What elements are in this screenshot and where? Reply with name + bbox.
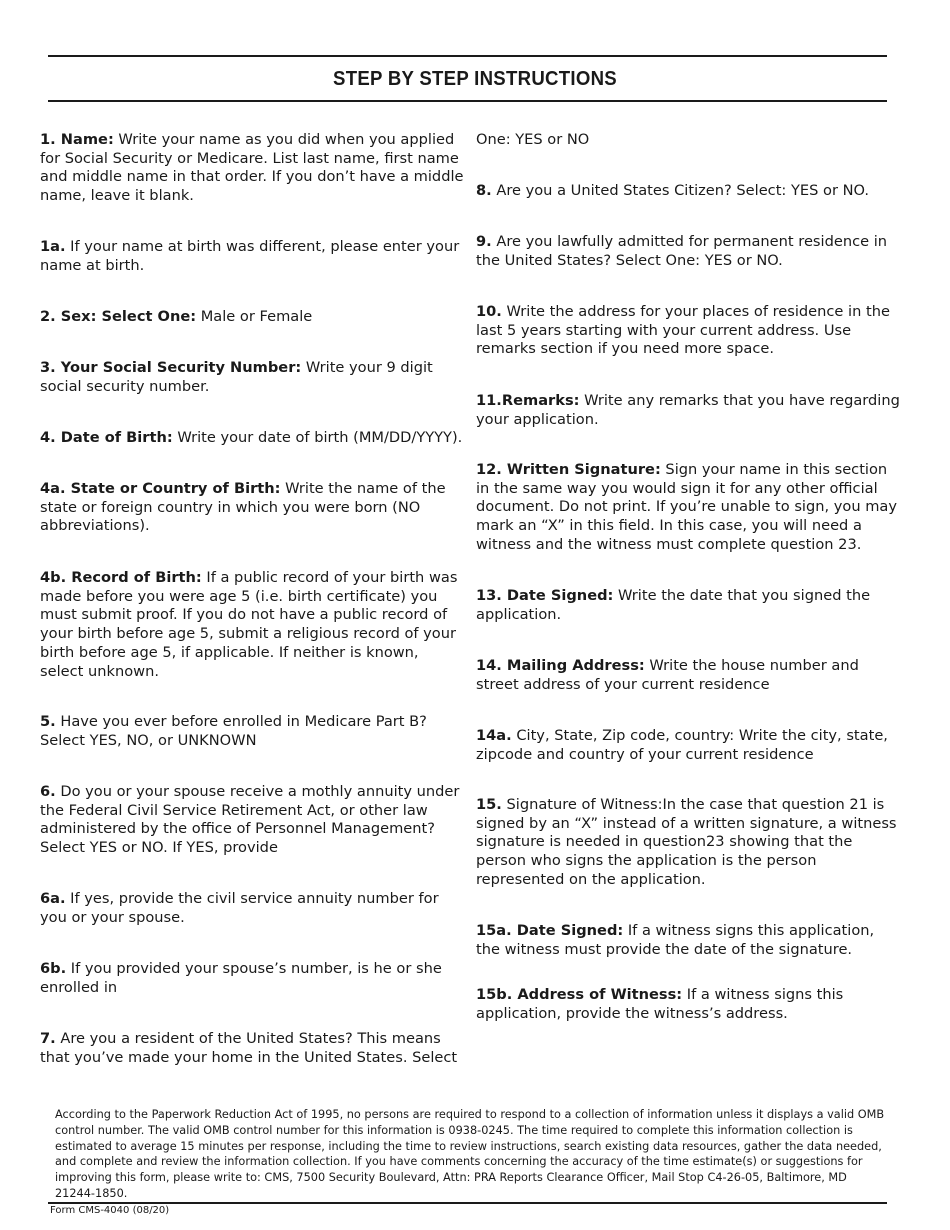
instruction-15b xyxy=(476,986,901,1023)
instruction-label: 2. Sex: Select One: xyxy=(40,308,197,325)
instruction-11 xyxy=(476,392,901,429)
instruction-label: 15. xyxy=(476,796,502,813)
instruction-label: 1a. xyxy=(40,238,66,255)
instruction-text: City, State, Zip code, country: Write the city, state, zipcode and country of your current residence xyxy=(476,727,888,763)
instruction-label: 5. xyxy=(40,713,56,730)
instruction-4b xyxy=(40,569,465,681)
instruction-label: 3. Your Social Security Number: xyxy=(40,359,302,376)
instruction-label: 12. Written Signature: xyxy=(476,461,661,478)
instruction-label: 1. Name: xyxy=(40,131,114,148)
instruction-label: 7. xyxy=(40,1030,56,1047)
instruction-text: If yes, provide the civil service annuity number for you or your spouse. xyxy=(40,890,439,926)
top-divider xyxy=(48,55,887,57)
instruction-text: If a public record of your birth was made before you were age 5 (i.e. birth certificate) you must submit proof. If you do not have a public record of your birth before age 5, submit a religious record of your birth before age 5, if applicable. If neither is known, select unknown. xyxy=(40,569,458,680)
instruction-label: 14. Mailing Address: xyxy=(476,657,645,674)
instruction-label: 13. Date Signed: xyxy=(476,587,614,604)
instruction-5 xyxy=(40,713,465,750)
instruction-label: 14a. xyxy=(476,727,512,744)
instruction-1 xyxy=(40,131,465,206)
instruction-text: Write your date of birth (MM/DD/YYYY). xyxy=(172,429,463,446)
instruction-label: 4a. State or Country of Birth: xyxy=(40,480,281,497)
form-number: Form CMS-4040 (08/20) xyxy=(50,1205,170,1216)
instruction-text: Are you a resident of the United States? This means that you’ve made your home in the United States. Select xyxy=(40,1030,458,1066)
instruction-15a xyxy=(476,922,901,959)
instruction-text: Write the house number and street address of your current residence xyxy=(476,657,859,693)
instruction-1a xyxy=(40,238,465,275)
instruction-4 xyxy=(40,429,480,448)
instruction-label: 11.Remarks: xyxy=(476,392,580,409)
instruction-text: Write any remarks that you have regarding your application. xyxy=(476,392,900,428)
instruction-text: Write the address for your places of residence in the last 5 years starting with your current address. Use remarks section if you need more space. xyxy=(476,303,890,358)
instruction-text: Do you or your spouse receive a mothly annuity under the Federal Civil Service Retirement Act, or other law administered by the office of Personnel Management? Select YES or NO. If YES, provide xyxy=(40,783,460,857)
instruction-2 xyxy=(40,308,465,327)
instruction-text: If a witness signs this application, provide the witness’s address. xyxy=(476,986,844,1022)
page-title: STEP BY STEP INSTRUCTIONS xyxy=(333,68,617,90)
instruction-label: 4b. Record of Birth: xyxy=(40,569,202,586)
instruction-text: Have you ever before enrolled in Medicare Part B? Select YES, NO, or UNKNOWN xyxy=(40,713,427,749)
instruction-7 xyxy=(40,1030,465,1067)
instruction-14 xyxy=(476,657,901,694)
instruction-label: 9. xyxy=(476,233,492,250)
instruction-label: 8. xyxy=(476,182,492,199)
instruction-4a xyxy=(40,480,465,536)
instruction-label: 10. xyxy=(476,303,502,320)
instruction-14a xyxy=(476,727,901,764)
instruction-label: 6. xyxy=(40,783,56,800)
instruction-text: Male or Female xyxy=(196,308,313,325)
instruction-text: Write your name as you did when you applied for Social Security or Medicare. List last name, first name and middle name in that order. If you don’t have a middle name, leave it blank. xyxy=(40,131,464,205)
instruction-text: Signature of Witness:In the case that question 21 is signed by an “X” instead of a written signature, a witness signature is needed in question23 showing that the person who signs the application is the person represented on the application. xyxy=(476,796,897,888)
instruction-9 xyxy=(476,233,901,270)
instruction-text: If a witness signs this application, the witness must provide the date of the signature. xyxy=(476,922,875,958)
title-divider xyxy=(48,100,887,102)
instruction-label: 15a. Date Signed: xyxy=(476,922,624,939)
instruction-text: Write your 9 digit social security number. xyxy=(40,359,433,395)
instruction-text: Are you lawfully admitted for permanent residence in the United States? Select One: YES or NO. xyxy=(476,233,888,269)
instruction-text: One: YES or NO xyxy=(476,131,590,148)
instruction-6a xyxy=(40,890,465,927)
instruction-label: 15b. Address of Witness: xyxy=(476,986,683,1003)
instruction-text: Are you a United States Citizen? Select: YES or NO. xyxy=(491,182,870,199)
instruction-6b xyxy=(40,960,465,997)
instruction-13 xyxy=(476,587,901,624)
instruction-text: Write the date that you signed the application. xyxy=(476,587,871,623)
instruction-label: 6a. xyxy=(40,890,66,907)
instruction-label: 4. Date of Birth: xyxy=(40,429,173,446)
instruction-label: 6b. xyxy=(40,960,67,977)
instruction-3 xyxy=(40,359,465,396)
instruction-text: If you provided your spouse’s number, is he or she enrolled in xyxy=(40,960,442,996)
instruction-8 xyxy=(476,182,901,201)
instruction-15 xyxy=(476,796,901,890)
instruction-text: Write the name of the state or foreign country in which you were born (NO abbreviations). xyxy=(40,480,446,535)
instruction-12 xyxy=(476,461,901,555)
instruction-text: If your name at birth was different, please enter your name at birth. xyxy=(40,238,460,274)
instruction-text: Sign your name in this section in the same way you would sign it for any other official document. Do not print. If you’re unable to sign, you may mark an “X” in this field. In this case, you will need a witness and the witness must complete question 23. xyxy=(476,461,898,553)
footer-divider xyxy=(48,1202,887,1204)
instruction-10 xyxy=(476,303,901,359)
instruction-7-continued xyxy=(476,131,901,150)
paperwork-reduction-notice: According to the Paperwork Reduction Act of 1995, no persons are required to respond to a collection of information unless it displays a valid OMB control number. The valid OMB control number for this information is 0938-0245. The time required to complete this information collection is estimated to average 15 minutes per response, including the time to review instructions, search existing data resources, gather the data needed, and complete and review the information collection. If you have comments concerning the accuracy of the time estimate(s) or suggestions for improving this form, please write to: CMS, 7500 Security Boulevard, Attn: PRA Reports Clearance Officer, Mail Stop C4-26-05, Baltimore, MD 21244-1850. xyxy=(55,1108,885,1200)
instruction-6 xyxy=(40,783,465,858)
